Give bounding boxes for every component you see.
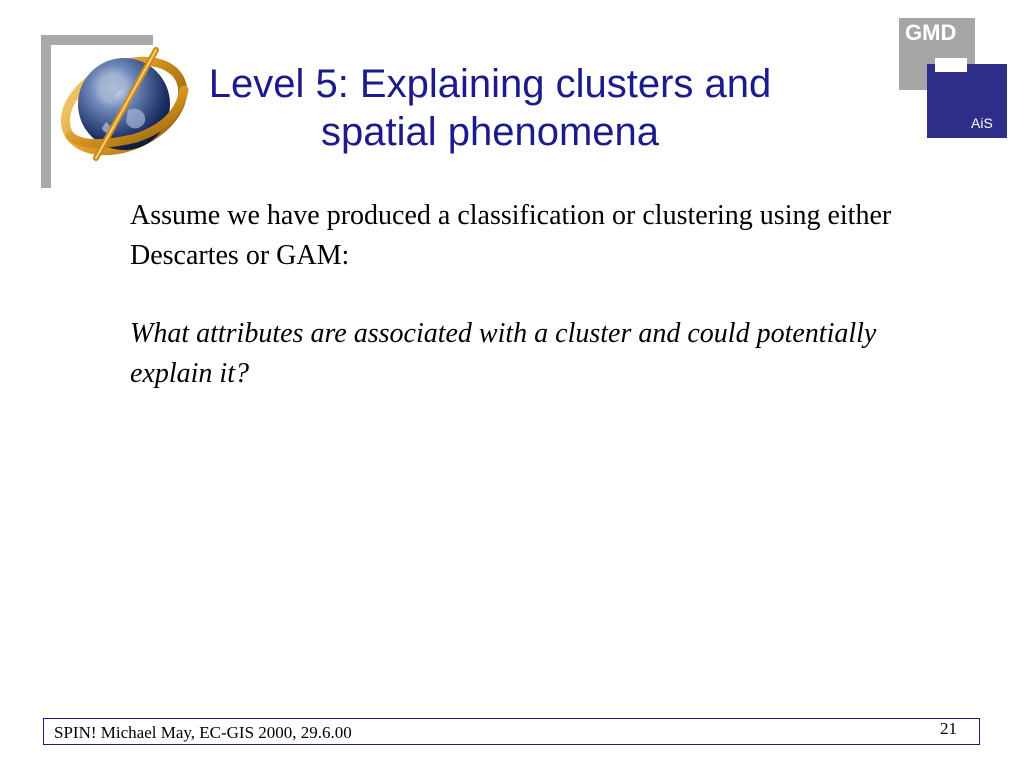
title-line-2: spatial phenomena — [320, 110, 660, 154]
gmd-ais-logo — [897, 16, 1009, 140]
paragraph-assumption: Assume we have produced a classification or clustering using either Descartes or GAM: — [130, 200, 892, 271]
footer-bar — [43, 718, 980, 745]
logo-bottom-text: AiS — [971, 115, 993, 131]
footer-text: SPIN! Michael May, EC-GIS 2000, 29.6.00 — [54, 723, 352, 742]
slide-body — [130, 196, 910, 432]
decorative-bracket-vertical — [41, 35, 51, 188]
slide-title — [160, 60, 820, 156]
logo-top-text: GMD — [905, 20, 957, 45]
paragraph-question: What attributes are associated with a cluster and could potentially explain it? — [130, 318, 877, 389]
page-number: 21 — [940, 719, 957, 738]
title-line-1: Level 5: Explaining clusters and — [208, 62, 772, 106]
